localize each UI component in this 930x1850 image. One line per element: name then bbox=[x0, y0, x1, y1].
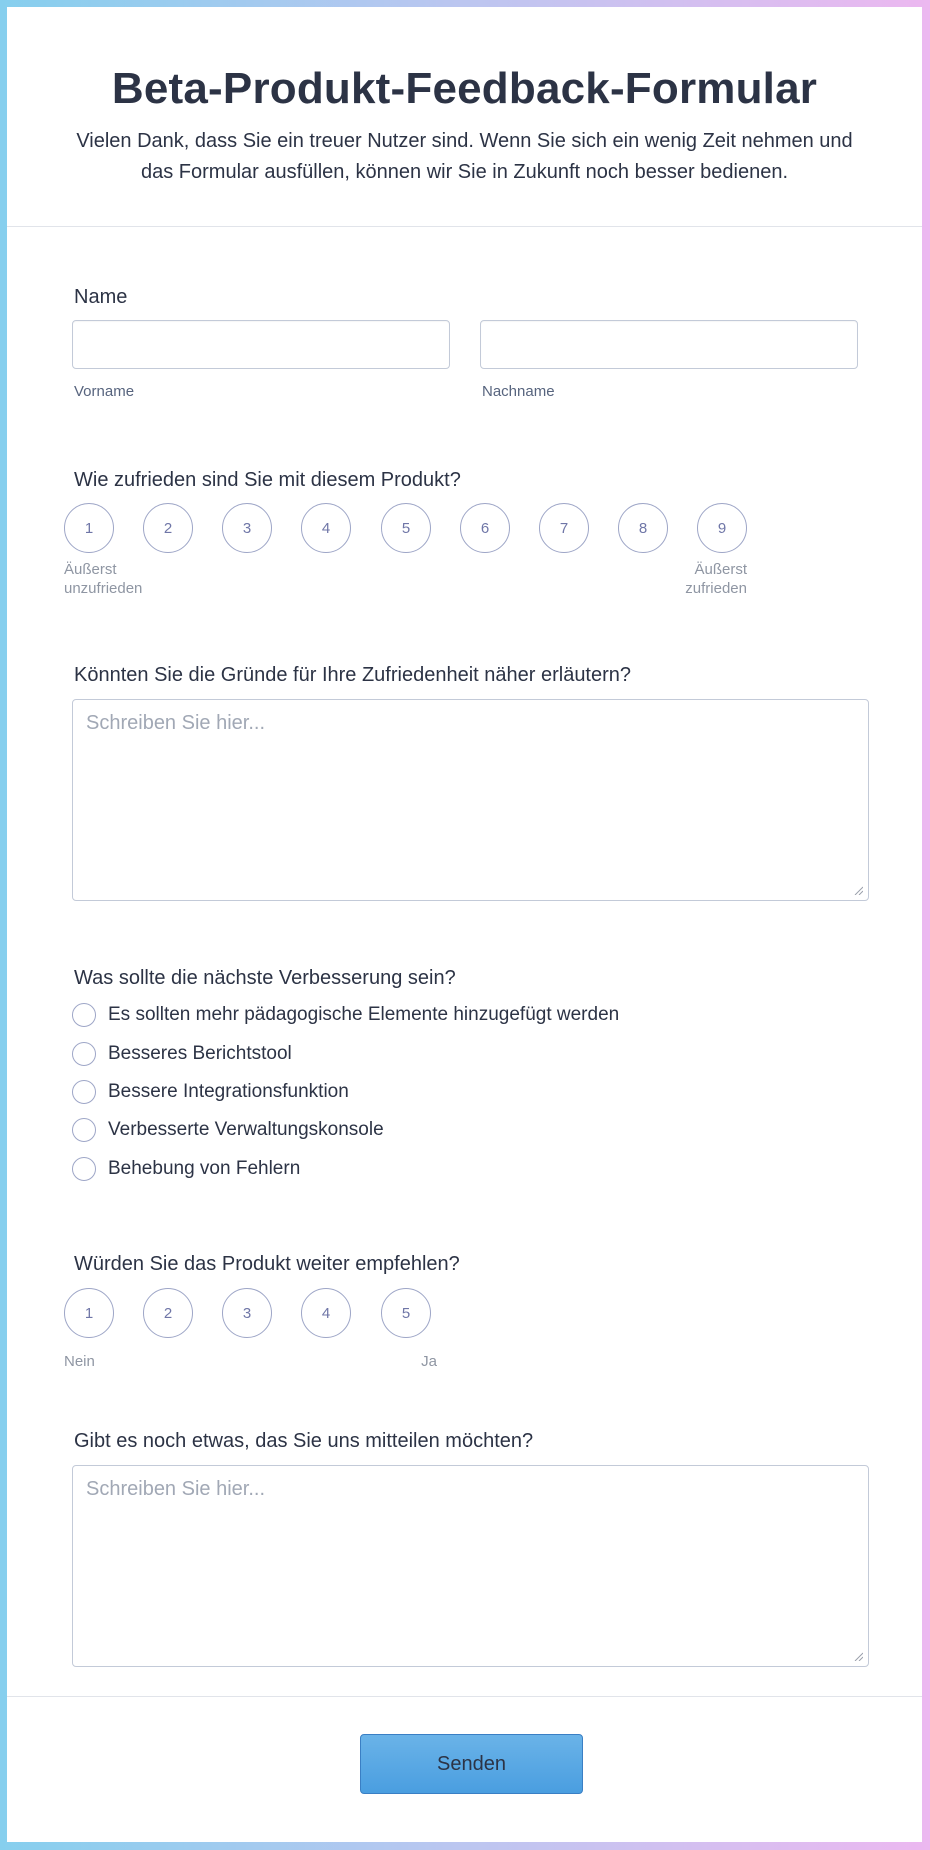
satisfaction-low-label: Äußerst unzufrieden bbox=[64, 561, 143, 597]
improvement-option-label: Behebung von Fehlern bbox=[108, 1158, 301, 1179]
first-name-input[interactable] bbox=[72, 320, 450, 369]
other-textarea[interactable] bbox=[72, 1465, 869, 1667]
radio-button[interactable] bbox=[72, 1118, 96, 1142]
recommend-option-1[interactable]: 1 bbox=[64, 1288, 114, 1338]
improvement-option-4[interactable] bbox=[72, 1118, 384, 1142]
satisfaction-option-4[interactable]: 4 bbox=[301, 503, 351, 553]
improvement-question: Was sollte die nächste Verbesserung sein? bbox=[74, 967, 456, 989]
improvement-option-label: Besseres Berichtstool bbox=[108, 1043, 292, 1064]
footer-divider bbox=[7, 1696, 922, 1697]
satisfaction-high-label: Äußerst zufrieden bbox=[685, 561, 747, 597]
radio-button[interactable] bbox=[72, 1003, 96, 1027]
satisfaction-option-2[interactable]: 2 bbox=[143, 503, 193, 553]
recommend-low-label: Nein bbox=[64, 1353, 95, 1370]
satisfaction-option-9[interactable]: 9 bbox=[697, 503, 747, 553]
first-name-sublabel: Vorname bbox=[74, 383, 135, 400]
radio-button[interactable] bbox=[72, 1042, 96, 1066]
satisfaction-option-1[interactable]: 1 bbox=[64, 503, 114, 553]
recommend-option-4[interactable]: 4 bbox=[301, 1288, 351, 1338]
reasons-textarea[interactable] bbox=[72, 699, 869, 901]
recommend-question: Würden Sie das Produkt weiter empfehlen? bbox=[74, 1253, 460, 1275]
reasons-placeholder: Schreiben Sie hier... bbox=[86, 712, 265, 734]
improvement-option-label: Es sollten mehr pädagogische Elemente hinzugefügt werden bbox=[108, 1004, 620, 1025]
form-description: Vielen Dank, dass Sie ein treuer Nutzer sind. Wenn Sie sich ein wenig Zeit nehmen und das Formular ausfüllen, können wir Sie in Zukunft noch besser bedienen. bbox=[76, 130, 853, 183]
improvement-option-2[interactable] bbox=[72, 1042, 292, 1066]
recommend-option-2[interactable]: 2 bbox=[143, 1288, 193, 1338]
improvement-option-label: Verbesserte Verwaltungskonsole bbox=[108, 1119, 384, 1140]
improvement-option-5[interactable] bbox=[72, 1157, 300, 1181]
name-label: Name bbox=[74, 286, 128, 308]
radio-button[interactable] bbox=[72, 1080, 96, 1104]
last-name-input[interactable] bbox=[480, 320, 858, 369]
other-question: Gibt es noch etwas, das Sie uns mitteilen möchten? bbox=[74, 1430, 534, 1452]
reasons-question: Könnten Sie die Gründe für Ihre Zufriedenheit näher erläutern? bbox=[74, 664, 632, 686]
other-placeholder: Schreiben Sie hier... bbox=[86, 1478, 265, 1500]
recommend-option-5[interactable]: 5 bbox=[381, 1288, 431, 1338]
recommend-option-3[interactable]: 3 bbox=[222, 1288, 272, 1338]
satisfaction-option-8[interactable]: 8 bbox=[618, 503, 668, 553]
satisfaction-option-7[interactable]: 7 bbox=[539, 503, 589, 553]
satisfaction-question: Wie zufrieden sind Sie mit diesem Produkt? bbox=[74, 469, 461, 491]
resize-handle-icon[interactable] bbox=[853, 1651, 863, 1661]
recommend-high-label: Ja bbox=[421, 1353, 437, 1370]
improvement-option-1[interactable] bbox=[72, 1003, 619, 1027]
satisfaction-option-6[interactable]: 6 bbox=[460, 503, 510, 553]
last-name-sublabel: Nachname bbox=[482, 383, 555, 400]
satisfaction-option-5[interactable]: 5 bbox=[381, 503, 431, 553]
form-title: Beta-Produkt-Feedback-Formular bbox=[111, 64, 818, 113]
improvement-option-3[interactable] bbox=[72, 1080, 349, 1104]
satisfaction-option-3[interactable]: 3 bbox=[222, 503, 272, 553]
improvement-option-label: Bessere Integrationsfunktion bbox=[108, 1081, 349, 1102]
submit-button[interactable]: Senden bbox=[360, 1734, 583, 1794]
form-card bbox=[7, 7, 922, 1842]
resize-handle-icon[interactable] bbox=[853, 885, 863, 895]
form-header bbox=[7, 7, 922, 227]
radio-button[interactable] bbox=[72, 1157, 96, 1181]
